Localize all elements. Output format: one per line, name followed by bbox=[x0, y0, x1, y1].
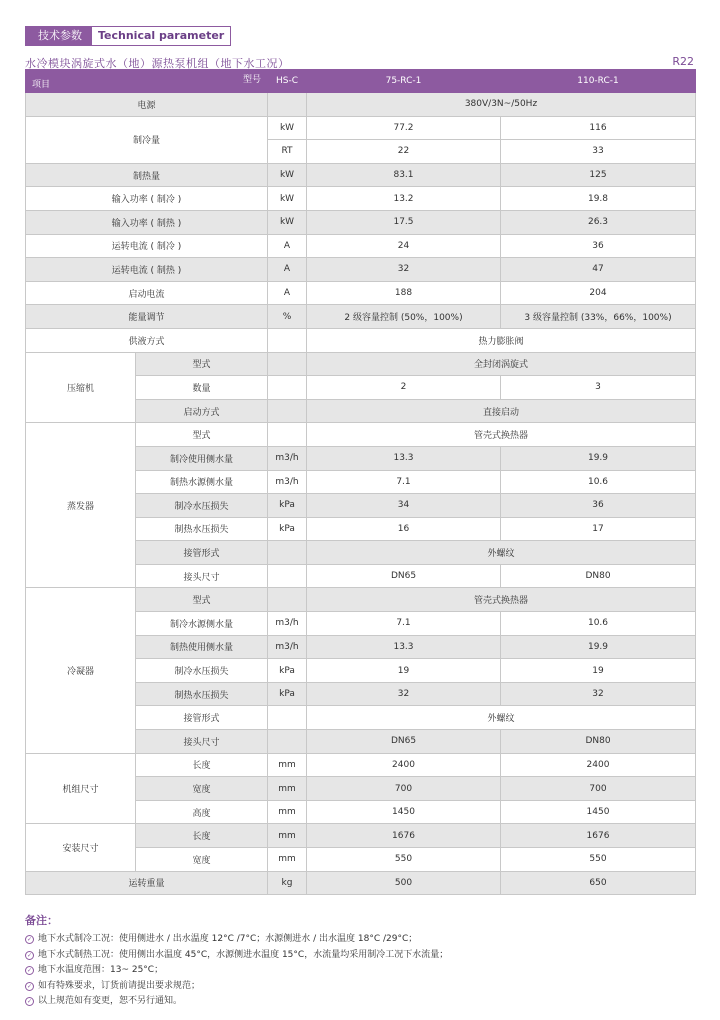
cell-unit: kW bbox=[268, 163, 307, 187]
cell-value: 7.1 bbox=[307, 470, 501, 494]
table-row bbox=[26, 210, 696, 234]
row-label: 型式 bbox=[136, 588, 268, 612]
note-item bbox=[25, 948, 448, 964]
row-label: 启动电流 bbox=[26, 281, 268, 305]
cell-unit: kW bbox=[268, 116, 307, 140]
cell-value: 13.2 bbox=[307, 187, 501, 211]
group-label: 蒸发器 bbox=[26, 423, 136, 588]
row-label: 启动方式 bbox=[136, 399, 268, 423]
cell-value: 32 bbox=[307, 682, 501, 706]
table-row bbox=[26, 305, 696, 329]
cell-value: 1450 bbox=[307, 800, 501, 824]
cell-value: 2400 bbox=[307, 753, 501, 777]
row-label: 接头尺寸 bbox=[136, 564, 268, 588]
cell-value: 19.9 bbox=[501, 635, 696, 659]
cell-value: 47 bbox=[501, 258, 696, 282]
cell-value: 22 bbox=[307, 140, 501, 164]
cell-value: 34 bbox=[307, 494, 501, 518]
cell-unit: m3/h bbox=[268, 470, 307, 494]
table-row bbox=[26, 328, 696, 352]
row-label: 型式 bbox=[136, 423, 268, 447]
cell-value: 2 bbox=[307, 376, 501, 400]
note-item bbox=[25, 994, 448, 1010]
check-circle-icon: ✓ bbox=[26, 967, 33, 975]
section-header-cn: 技术参数 bbox=[25, 26, 91, 46]
row-label: 高度 bbox=[136, 800, 268, 824]
cell-value: 外螺纹 bbox=[307, 541, 696, 565]
cell-value: DN80 bbox=[501, 564, 696, 588]
cell-value: 13.3 bbox=[307, 446, 501, 470]
cell-unit: A bbox=[268, 234, 307, 258]
cell-value: 77.2 bbox=[307, 116, 501, 140]
row-label: 能量调节 bbox=[26, 305, 268, 329]
row-label: 长度 bbox=[136, 753, 268, 777]
cell-value: 700 bbox=[501, 777, 696, 801]
note-item bbox=[25, 963, 448, 979]
check-circle-icon: ✓ bbox=[26, 982, 33, 990]
table-row bbox=[26, 116, 696, 140]
row-label: 运转重量 bbox=[26, 871, 268, 895]
cell-value: 13.3 bbox=[307, 635, 501, 659]
row-label: 制冷使用侧水量 bbox=[136, 446, 268, 470]
check-circle-icon: ✓ bbox=[26, 998, 33, 1006]
cell-value: 32 bbox=[307, 258, 501, 282]
note-text: 地下水式制热工况：使用侧出水温度 45°C，水源侧进水温度 15°C，水流量均采用制冷工况下水流量； bbox=[38, 949, 449, 960]
cell-value: 1676 bbox=[307, 824, 501, 848]
cell-value: 26.3 bbox=[501, 210, 696, 234]
table-header-row bbox=[26, 70, 696, 93]
row-label: 制冷水压损失 bbox=[136, 494, 268, 518]
row-label: 输入功率 ( 制热 ) bbox=[26, 210, 268, 234]
note-text: 地下水温度范围：13~ 25°C； bbox=[38, 965, 164, 975]
cell-value: 380V/3N~/50Hz bbox=[307, 93, 696, 117]
check-circle-icon: ✓ bbox=[26, 951, 33, 959]
cell-unit: A bbox=[268, 281, 307, 305]
table-row bbox=[26, 352, 696, 376]
row-label: 接头尺寸 bbox=[136, 730, 268, 754]
table-row bbox=[26, 234, 696, 258]
cell-unit: mm bbox=[268, 753, 307, 777]
table-row bbox=[26, 281, 696, 305]
cell-value: 管壳式换热器 bbox=[307, 423, 696, 447]
table-row bbox=[26, 588, 696, 612]
row-label: 接管形式 bbox=[136, 706, 268, 730]
row-label: 宽度 bbox=[136, 848, 268, 872]
note-text: 地下水式制冷工况：使用侧进水 / 出水温度 12°C /7°C；水源侧进水 / 出水温度 18°C /29°C； bbox=[38, 934, 418, 944]
group-label: 冷凝器 bbox=[26, 588, 136, 753]
cell-unit: kPa bbox=[268, 494, 307, 518]
row-label: 运转电流 ( 制热 ) bbox=[26, 258, 268, 282]
cell-unit: kW bbox=[268, 210, 307, 234]
cell-value: 19 bbox=[307, 659, 501, 683]
cell-value: 36 bbox=[501, 494, 696, 518]
cell-value: 外螺纹 bbox=[307, 706, 696, 730]
table-row bbox=[26, 753, 696, 777]
table-row bbox=[26, 163, 696, 187]
refrigerant-code: R22 bbox=[672, 55, 694, 68]
cell-unit: % bbox=[268, 305, 307, 329]
cell-value: 83.1 bbox=[307, 163, 501, 187]
cell-unit: A bbox=[268, 258, 307, 282]
cell-value: 24 bbox=[307, 234, 501, 258]
table-row bbox=[26, 187, 696, 211]
cell-value: 650 bbox=[501, 871, 696, 895]
cell-value: 32 bbox=[501, 682, 696, 706]
note-item bbox=[25, 932, 448, 948]
cell-value: 19.8 bbox=[501, 187, 696, 211]
cell-value: DN65 bbox=[307, 730, 501, 754]
row-label: 制热水源侧水量 bbox=[136, 470, 268, 494]
header-model-label: 型号 bbox=[242, 75, 261, 85]
cell-value: 3 bbox=[501, 376, 696, 400]
cell-value: 10.6 bbox=[501, 612, 696, 636]
cell-value: 3 级容量控制 (33%，66%，100%) bbox=[501, 305, 696, 329]
cell-value: 1676 bbox=[501, 824, 696, 848]
cell-value: 116 bbox=[501, 116, 696, 140]
group-label: 机组尺寸 bbox=[26, 753, 136, 824]
cell-unit: mm bbox=[268, 848, 307, 872]
cell-unit: m3/h bbox=[268, 635, 307, 659]
cell-value: 204 bbox=[501, 281, 696, 305]
note-item bbox=[25, 979, 448, 995]
cell-value: 17.5 bbox=[307, 210, 501, 234]
notes-title: 备注： bbox=[25, 914, 58, 927]
cell-unit: m3/h bbox=[268, 612, 307, 636]
cell-unit: mm bbox=[268, 800, 307, 824]
table-row bbox=[26, 93, 696, 117]
table-row bbox=[26, 871, 696, 895]
note-text: 如有特殊要求，订货前请提出要求规范； bbox=[38, 980, 201, 991]
cell-unit: RT bbox=[268, 140, 307, 164]
header-item-label: 项目 bbox=[32, 80, 51, 90]
row-label: 电源 bbox=[26, 93, 268, 117]
section-header-en: Technical parameter bbox=[91, 26, 231, 46]
row-label: 制冷水源侧水量 bbox=[136, 612, 268, 636]
header-corner-cell bbox=[26, 70, 268, 93]
table-row bbox=[26, 258, 696, 282]
section-header bbox=[25, 26, 231, 46]
row-label: 供液方式 bbox=[26, 328, 268, 352]
row-label: 制热量 bbox=[26, 163, 268, 187]
table-subtitle: 水冷模块涡旋式水（地）源热泵机组（地下水工况） bbox=[25, 57, 290, 70]
cell-value: 7.1 bbox=[307, 612, 501, 636]
header-model-2: 110-RC-1 bbox=[501, 70, 696, 93]
cell-unit: mm bbox=[268, 824, 307, 848]
header-model-1: 75-RC-1 bbox=[307, 70, 501, 93]
row-label: 数量 bbox=[136, 376, 268, 400]
row-label: 运转电流 ( 制冷 ) bbox=[26, 234, 268, 258]
cell-value: 1450 bbox=[501, 800, 696, 824]
cell-value: 10.6 bbox=[501, 470, 696, 494]
cell-value: 19 bbox=[501, 659, 696, 683]
row-label: 型式 bbox=[136, 352, 268, 376]
row-label: 制热水压损失 bbox=[136, 517, 268, 541]
cell-value: 16 bbox=[307, 517, 501, 541]
row-label: 接管形式 bbox=[136, 541, 268, 565]
table-row bbox=[26, 423, 696, 447]
note-text: 以上规范如有变更，恕不另行通知。 bbox=[38, 996, 183, 1006]
row-label: 制热使用侧水量 bbox=[136, 635, 268, 659]
row-label: 制冷量 bbox=[26, 116, 268, 163]
cell-unit: m3/h bbox=[268, 446, 307, 470]
cell-value: 17 bbox=[501, 517, 696, 541]
row-label: 长度 bbox=[136, 824, 268, 848]
cell-value: 直接启动 bbox=[307, 399, 696, 423]
check-circle-icon: ✓ bbox=[26, 936, 33, 944]
cell-value: 125 bbox=[501, 163, 696, 187]
cell-value: 管壳式换热器 bbox=[307, 588, 696, 612]
cell-value: 全封闭涡旋式 bbox=[307, 352, 696, 376]
cell-value: 19.9 bbox=[501, 446, 696, 470]
cell-unit: kg bbox=[268, 871, 307, 895]
cell-unit: kPa bbox=[268, 659, 307, 683]
notes-section bbox=[25, 912, 448, 1010]
cell-value: 700 bbox=[307, 777, 501, 801]
cell-value: 500 bbox=[307, 871, 501, 895]
cell-unit: mm bbox=[268, 777, 307, 801]
cell-value: 热力膨胀阀 bbox=[307, 328, 696, 352]
cell-unit: kPa bbox=[268, 517, 307, 541]
cell-value: DN65 bbox=[307, 564, 501, 588]
group-label: 安装尺寸 bbox=[26, 824, 136, 871]
cell-value: 188 bbox=[307, 281, 501, 305]
cell-value: 36 bbox=[501, 234, 696, 258]
cell-value: DN80 bbox=[501, 730, 696, 754]
group-label: 压缩机 bbox=[26, 352, 136, 423]
header-series: HS-C bbox=[268, 70, 307, 93]
cell-value: 2 级容量控制 (50%，100%) bbox=[307, 305, 501, 329]
row-label: 宽度 bbox=[136, 777, 268, 801]
cell-unit: kPa bbox=[268, 682, 307, 706]
row-label: 制热水压损失 bbox=[136, 682, 268, 706]
cell-value: 550 bbox=[307, 848, 501, 872]
cell-unit: kW bbox=[268, 187, 307, 211]
cell-value: 2400 bbox=[501, 753, 696, 777]
cell-value: 33 bbox=[501, 140, 696, 164]
row-label: 输入功率 ( 制冷 ) bbox=[26, 187, 268, 211]
table-row bbox=[26, 824, 696, 848]
row-label: 制冷水压损失 bbox=[136, 659, 268, 683]
spec-table bbox=[25, 69, 696, 895]
cell-value: 550 bbox=[501, 848, 696, 872]
